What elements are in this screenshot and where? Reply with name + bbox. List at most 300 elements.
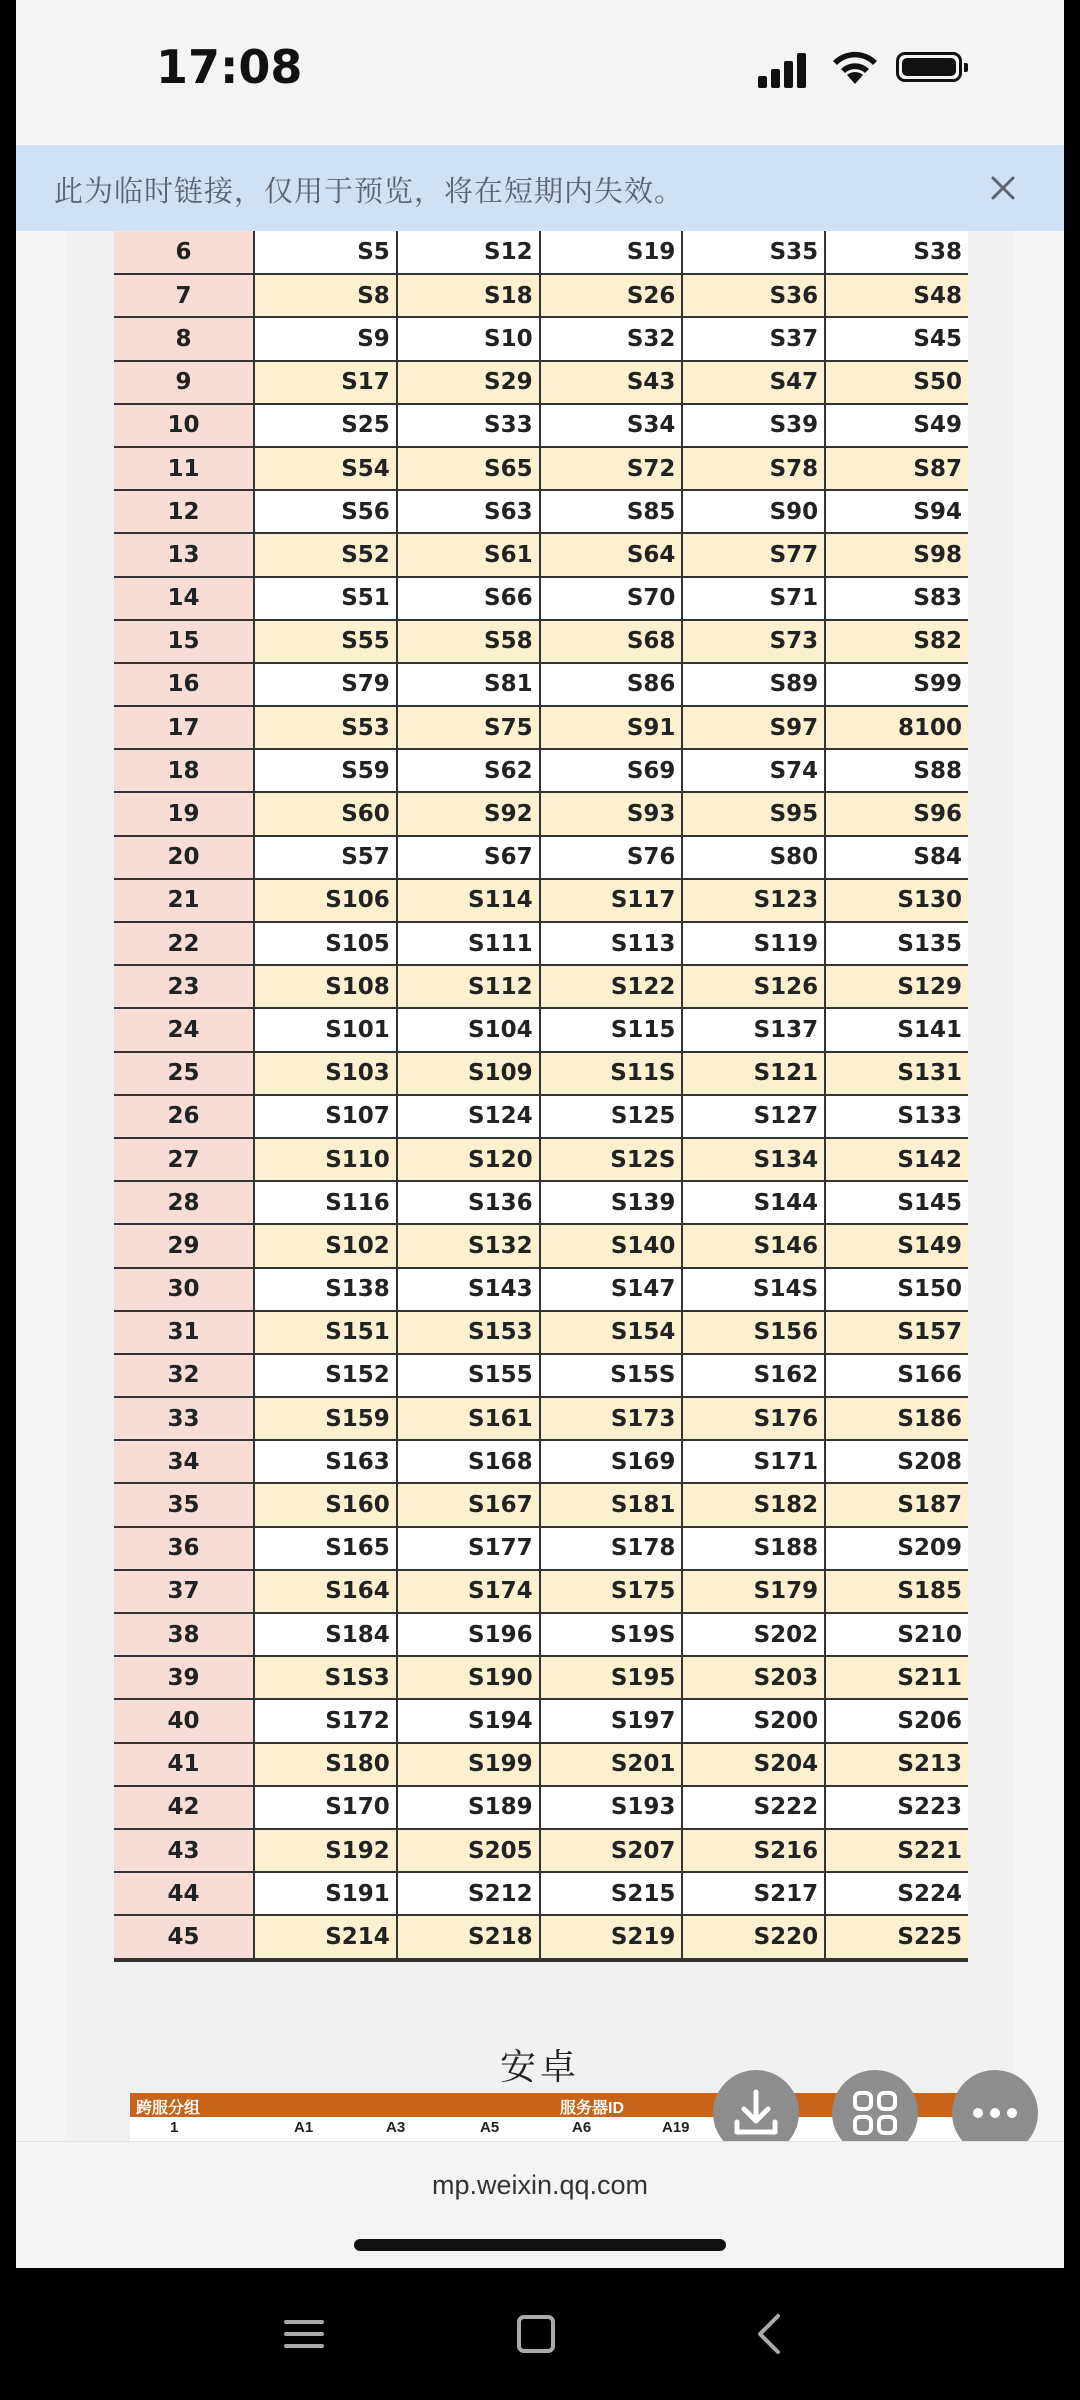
server-id-cell: S43	[540, 361, 683, 404]
table-row	[114, 1872, 968, 1915]
server-id-cell: S89	[682, 663, 825, 706]
server-id-cell: S82	[825, 620, 968, 663]
server-id-cell: S83	[825, 577, 968, 620]
header-group: 跨服分组	[136, 2100, 201, 2117]
close-icon[interactable]	[986, 171, 1020, 205]
group-number-cell: 9	[114, 361, 254, 404]
server-id-cell: S81	[397, 663, 540, 706]
group-number-cell: 8	[114, 317, 254, 360]
table-row	[114, 663, 968, 706]
server-id-cell: S84	[825, 836, 968, 879]
group-number-cell: 24	[114, 1008, 254, 1051]
server-id-cell: S98	[825, 533, 968, 576]
server-id-cell: S188	[682, 1527, 825, 1570]
server-id-cell: S60	[254, 792, 397, 835]
server-id-cell: S177	[397, 1527, 540, 1570]
server-id-cell: S178	[540, 1527, 683, 1570]
server-id-cell: S111	[397, 922, 540, 965]
table-row	[114, 620, 968, 663]
server-id-cell: S168	[397, 1440, 540, 1483]
server-id-cell: S5	[254, 231, 397, 274]
server-id-cell: S55	[254, 620, 397, 663]
table-row	[114, 1268, 968, 1311]
server-id-cell: S97	[682, 706, 825, 749]
server-id-cell: S225	[825, 1915, 968, 1958]
server-id-cell: S166	[825, 1354, 968, 1397]
table-row	[114, 490, 968, 533]
server-id-cell: S134	[682, 1138, 825, 1181]
server-id-cell: S90	[682, 490, 825, 533]
group-number-cell: 30	[114, 1268, 254, 1311]
home-icon[interactable]	[510, 2308, 562, 2360]
server-id-cell: S157	[825, 1311, 968, 1354]
server-id-cell: S117	[540, 879, 683, 922]
status-time: 17:08	[156, 40, 303, 94]
server-id-cell: S112	[397, 965, 540, 1008]
server-id-cell: S34	[540, 404, 683, 447]
server-id-cell: S33	[397, 404, 540, 447]
server-id-cell: S162	[682, 1354, 825, 1397]
server-id-cell: S210	[825, 1613, 968, 1656]
group-number-cell: 36	[114, 1527, 254, 1570]
server-id-cell: S125	[540, 1095, 683, 1138]
server-id-cell: S191	[254, 1872, 397, 1915]
server-id-cell: S15S	[540, 1354, 683, 1397]
server-id-cell: S170	[254, 1786, 397, 1829]
server-id-cell: S199	[397, 1743, 540, 1786]
server-id-cell: S48	[825, 274, 968, 317]
table-row	[114, 274, 968, 317]
group-number-cell: 21	[114, 879, 254, 922]
server-id-cell: S206	[825, 1699, 968, 1742]
server-id-cell: S196	[397, 1613, 540, 1656]
server-id-cell: S122	[540, 965, 683, 1008]
server-id-cell: S49	[825, 404, 968, 447]
group-number-cell: 33	[114, 1397, 254, 1440]
server-id-cell: S137	[682, 1008, 825, 1051]
server-id-cell: S12	[397, 231, 540, 274]
table-row	[114, 1052, 968, 1095]
group-number-cell: 20	[114, 836, 254, 879]
server-id-cell: S18	[397, 274, 540, 317]
server-id-cell: S212	[397, 1872, 540, 1915]
server-id-cell: S214	[254, 1915, 397, 1958]
group-number-cell: 12	[114, 490, 254, 533]
server-id-cell: S11S	[540, 1052, 683, 1095]
server-id-cell: S75	[397, 706, 540, 749]
server-id-cell: S164	[254, 1570, 397, 1613]
server-id-cell: S141	[825, 1008, 968, 1051]
table-row	[114, 706, 968, 749]
table-row	[114, 1397, 968, 1440]
server-id-cell: S17	[254, 361, 397, 404]
group-number-cell: 26	[114, 1095, 254, 1138]
server-id-cell: S146	[682, 1224, 825, 1267]
server-id-cell: S71	[682, 577, 825, 620]
server-id-cell: S69	[540, 749, 683, 792]
server-id-cell: S197	[540, 1699, 683, 1742]
status-bar	[16, 0, 1064, 145]
table-row	[114, 792, 968, 835]
server-id-cell: S184	[254, 1613, 397, 1656]
server-id-cell: S32	[540, 317, 683, 360]
server-id-cell: S149	[825, 1224, 968, 1267]
server-id-cell: S155	[397, 1354, 540, 1397]
menu-icon[interactable]	[278, 2308, 330, 2360]
server-id-cell: S181	[540, 1483, 683, 1526]
server-id-cell: S47	[682, 361, 825, 404]
server-id-cell: S87	[825, 447, 968, 490]
server-id-cell: S61	[397, 533, 540, 576]
server-id-cell: S99	[825, 663, 968, 706]
server-id-cell: S101	[254, 1008, 397, 1051]
server-id-cell: S35	[682, 231, 825, 274]
server-id-cell: S152	[254, 1354, 397, 1397]
server-id-cell: S79	[254, 663, 397, 706]
server-id-cell: S12S	[540, 1138, 683, 1181]
server-id-cell: S114	[397, 879, 540, 922]
server-id-cell: S173	[540, 1397, 683, 1440]
server-id-cell: S192	[254, 1829, 397, 1872]
table-row	[114, 317, 968, 360]
group-number-cell: 31	[114, 1311, 254, 1354]
server-id-cell: S116	[254, 1181, 397, 1224]
group-number-cell: 28	[114, 1181, 254, 1224]
server-id-cell: S92	[397, 792, 540, 835]
server-id-cell: S119	[682, 922, 825, 965]
server-id-cell: S85	[540, 490, 683, 533]
server-id-cell: S93	[540, 792, 683, 835]
server-id-cell: S56	[254, 490, 397, 533]
home-indicator[interactable]	[354, 2239, 726, 2251]
server-id-cell: S216	[682, 1829, 825, 1872]
table-row	[114, 1829, 968, 1872]
server-id-cell: S52	[254, 533, 397, 576]
table-row	[114, 1915, 968, 1958]
server-id-cell: S65	[397, 447, 540, 490]
table-row	[114, 1224, 968, 1267]
table-row	[114, 1743, 968, 1786]
server-id-cell: S103	[254, 1052, 397, 1095]
server-id-cell: S64	[540, 533, 683, 576]
server-id-cell: S25	[254, 404, 397, 447]
group-number-cell: 32	[114, 1354, 254, 1397]
server-id-cell: S86	[540, 663, 683, 706]
server-id-cell: S45	[825, 317, 968, 360]
cell: A1	[294, 2119, 314, 2136]
group-number-cell: 40	[114, 1699, 254, 1742]
server-id-cell: S107	[254, 1095, 397, 1138]
article-content[interactable]	[66, 231, 1014, 2141]
server-id-cell: S54	[254, 447, 397, 490]
table-row	[114, 1613, 968, 1656]
server-id-cell: S209	[825, 1527, 968, 1570]
server-id-cell: S73	[682, 620, 825, 663]
server-id-cell: S189	[397, 1786, 540, 1829]
group-number-cell: 27	[114, 1138, 254, 1181]
group-number-cell: 25	[114, 1052, 254, 1095]
table-row	[114, 1570, 968, 1613]
table-row	[114, 577, 968, 620]
server-id-cell: S109	[397, 1052, 540, 1095]
server-id-cell: S72	[540, 447, 683, 490]
table-row	[114, 231, 968, 274]
server-id-cell: S208	[825, 1440, 968, 1483]
server-id-cell: S163	[254, 1440, 397, 1483]
server-id-cell: S38	[825, 231, 968, 274]
server-id-cell: S59	[254, 749, 397, 792]
server-id-cell: S175	[540, 1570, 683, 1613]
temporary-link-banner	[16, 145, 1064, 231]
server-id-cell: S159	[254, 1397, 397, 1440]
server-id-cell: S29	[397, 361, 540, 404]
server-id-cell: S62	[397, 749, 540, 792]
server-id-cell: S140	[540, 1224, 683, 1267]
server-id-cell: S185	[825, 1570, 968, 1613]
server-id-cell: S153	[397, 1311, 540, 1354]
server-id-cell: S39	[682, 404, 825, 447]
server-id-cell: S165	[254, 1527, 397, 1570]
table-row	[114, 1656, 968, 1699]
server-id-cell: S8	[254, 274, 397, 317]
server-id-cell: S130	[825, 879, 968, 922]
back-icon[interactable]	[744, 2308, 796, 2360]
server-id-cell: S223	[825, 1786, 968, 1829]
table-row	[114, 447, 968, 490]
server-id-cell: S127	[682, 1095, 825, 1138]
server-id-cell: S124	[397, 1095, 540, 1138]
server-id-cell: S205	[397, 1829, 540, 1872]
table-row	[114, 1440, 968, 1483]
server-id-cell: S57	[254, 836, 397, 879]
server-id-cell: S108	[254, 965, 397, 1008]
table-row	[114, 879, 968, 922]
server-id-cell: S172	[254, 1699, 397, 1742]
server-id-cell: S139	[540, 1181, 683, 1224]
group-number-cell: 38	[114, 1613, 254, 1656]
server-id-cell: S195	[540, 1656, 683, 1699]
group-number-cell: 17	[114, 706, 254, 749]
url-text: mp.weixin.qq.com	[431, 2170, 649, 2200]
server-id-cell: S104	[397, 1008, 540, 1051]
group-number-cell: 43	[114, 1829, 254, 1872]
phone-screen	[16, 0, 1064, 2268]
table-row	[114, 404, 968, 447]
server-id-cell: S221	[825, 1829, 968, 1872]
table-row	[114, 361, 968, 404]
table-row	[114, 749, 968, 792]
group-number-cell: 45	[114, 1915, 254, 1958]
group-number-cell: 19	[114, 792, 254, 835]
group-number-cell: 10	[114, 404, 254, 447]
server-id-cell: S222	[682, 1786, 825, 1829]
server-id-cell: S187	[825, 1483, 968, 1526]
server-id-cell: S133	[825, 1095, 968, 1138]
server-id-cell: S123	[682, 879, 825, 922]
server-id-cell: S219	[540, 1915, 683, 1958]
server-id-cell: S37	[682, 317, 825, 360]
server-id-cell: S135	[825, 922, 968, 965]
server-id-cell: S78	[682, 447, 825, 490]
server-id-cell: S201	[540, 1743, 683, 1786]
server-id-cell: S213	[825, 1743, 968, 1786]
server-id-cell: S63	[397, 490, 540, 533]
server-id-cell: S110	[254, 1138, 397, 1181]
server-id-cell: S218	[397, 1915, 540, 1958]
wifi-icon	[828, 44, 882, 86]
server-id-cell: S204	[682, 1743, 825, 1786]
cell: A3	[386, 2119, 406, 2136]
server-id-cell: S224	[825, 1872, 968, 1915]
server-id-cell: S95	[682, 792, 825, 835]
server-id-cell: S217	[682, 1872, 825, 1915]
navigation-bar	[0, 2268, 1080, 2400]
server-id-cell: S174	[397, 1570, 540, 1613]
server-id-cell: S161	[397, 1397, 540, 1440]
server-id-cell: S10	[397, 317, 540, 360]
server-id-cell: S207	[540, 1829, 683, 1872]
server-id-cell: S200	[682, 1699, 825, 1742]
table-row	[114, 1483, 968, 1526]
cell: A6	[572, 2119, 592, 2136]
table-row	[114, 1311, 968, 1354]
server-id-cell: S36	[682, 274, 825, 317]
server-id-cell: S151	[254, 1311, 397, 1354]
server-id-cell: S53	[254, 706, 397, 749]
server-id-cell: S1S3	[254, 1656, 397, 1699]
server-id-cell: S96	[825, 792, 968, 835]
server-id-cell: S171	[682, 1440, 825, 1483]
server-id-cell: S193	[540, 1786, 683, 1829]
server-id-cell: S186	[825, 1397, 968, 1440]
server-id-cell: S51	[254, 577, 397, 620]
table-row	[114, 1008, 968, 1051]
server-id-cell: S180	[254, 1743, 397, 1786]
server-id-cell: S179	[682, 1570, 825, 1613]
server-id-cell: S167	[397, 1483, 540, 1526]
server-id-cell: S88	[825, 749, 968, 792]
table-row	[114, 1354, 968, 1397]
url-bar	[16, 2141, 1064, 2268]
server-id-cell: S77	[682, 533, 825, 576]
server-id-cell: S156	[682, 1311, 825, 1354]
server-id-cell: S190	[397, 1656, 540, 1699]
server-id-cell: S131	[825, 1052, 968, 1095]
table-row	[114, 1138, 968, 1181]
group-number-cell: 29	[114, 1224, 254, 1267]
server-id-cell: S126	[682, 965, 825, 1008]
server-id-cell: S14S	[682, 1268, 825, 1311]
server-group-table	[114, 231, 968, 1962]
server-id-cell: S105	[254, 922, 397, 965]
server-id-cell: S160	[254, 1483, 397, 1526]
server-id-cell: S211	[825, 1656, 968, 1699]
group-number-cell: 11	[114, 447, 254, 490]
server-id-cell: S91	[540, 706, 683, 749]
server-id-cell: S113	[540, 922, 683, 965]
server-id-cell: S19S	[540, 1613, 683, 1656]
group-number-cell: 14	[114, 577, 254, 620]
server-id-cell: S19	[540, 231, 683, 274]
table-row	[114, 533, 968, 576]
server-id-cell: S58	[397, 620, 540, 663]
server-id-cell: S120	[397, 1138, 540, 1181]
group-number-cell: 39	[114, 1656, 254, 1699]
server-id-cell: S194	[397, 1699, 540, 1742]
group-number-cell: 41	[114, 1743, 254, 1786]
server-id-cell: S144	[682, 1181, 825, 1224]
group-number-cell: 18	[114, 749, 254, 792]
server-id-cell: S67	[397, 836, 540, 879]
section-title-android: 安卓	[499, 2047, 580, 2088]
server-id-cell: S68	[540, 620, 683, 663]
banner-text: 此为临时链接，仅用于预览，将在短期内失效。	[54, 174, 685, 208]
group-number-cell: 37	[114, 1570, 254, 1613]
cell: 1	[170, 2119, 179, 2136]
server-id-cell: S147	[540, 1268, 683, 1311]
group-number-cell: 15	[114, 620, 254, 663]
server-id-cell: S215	[540, 1872, 683, 1915]
table-row	[114, 922, 968, 965]
server-id-cell: S129	[825, 965, 968, 1008]
group-number-cell: 34	[114, 1440, 254, 1483]
server-id-cell: S202	[682, 1613, 825, 1656]
server-id-cell: S115	[540, 1008, 683, 1051]
table-row	[114, 836, 968, 879]
server-id-cell: S142	[825, 1138, 968, 1181]
group-number-cell: 16	[114, 663, 254, 706]
battery-icon	[896, 52, 962, 82]
server-id-cell: S76	[540, 836, 683, 879]
server-id-cell: S106	[254, 879, 397, 922]
cell: A5	[480, 2119, 500, 2136]
table-row	[114, 1527, 968, 1570]
server-id-cell: S143	[397, 1268, 540, 1311]
server-id-cell: S145	[825, 1181, 968, 1224]
group-number-cell: 6	[114, 231, 254, 274]
server-id-cell: S150	[825, 1268, 968, 1311]
server-id-cell: S70	[540, 577, 683, 620]
server-id-cell: S102	[254, 1224, 397, 1267]
header-server-id: 服务器ID	[560, 2100, 625, 2117]
group-number-cell: 44	[114, 1872, 254, 1915]
server-id-cell: S136	[397, 1181, 540, 1224]
group-number-cell: 35	[114, 1483, 254, 1526]
group-number-cell: 22	[114, 922, 254, 965]
cell: A19	[662, 2119, 690, 2136]
server-id-cell: S220	[682, 1915, 825, 1958]
signal-icon	[758, 48, 818, 88]
server-id-cell: S50	[825, 361, 968, 404]
group-number-cell: 13	[114, 533, 254, 576]
server-id-cell: S80	[682, 836, 825, 879]
server-id-cell: S26	[540, 274, 683, 317]
server-id-cell: S138	[254, 1268, 397, 1311]
server-id-cell: S203	[682, 1656, 825, 1699]
table-row	[114, 1699, 968, 1742]
table-row	[114, 965, 968, 1008]
server-id-cell: S176	[682, 1397, 825, 1440]
server-id-cell: S121	[682, 1052, 825, 1095]
server-id-cell: S154	[540, 1311, 683, 1354]
server-id-cell: S132	[397, 1224, 540, 1267]
table-row	[114, 1181, 968, 1224]
table-row	[114, 1786, 968, 1829]
table-row	[114, 1095, 968, 1138]
server-id-cell: S169	[540, 1440, 683, 1483]
group-number-cell: 42	[114, 1786, 254, 1829]
server-id-cell: S9	[254, 317, 397, 360]
